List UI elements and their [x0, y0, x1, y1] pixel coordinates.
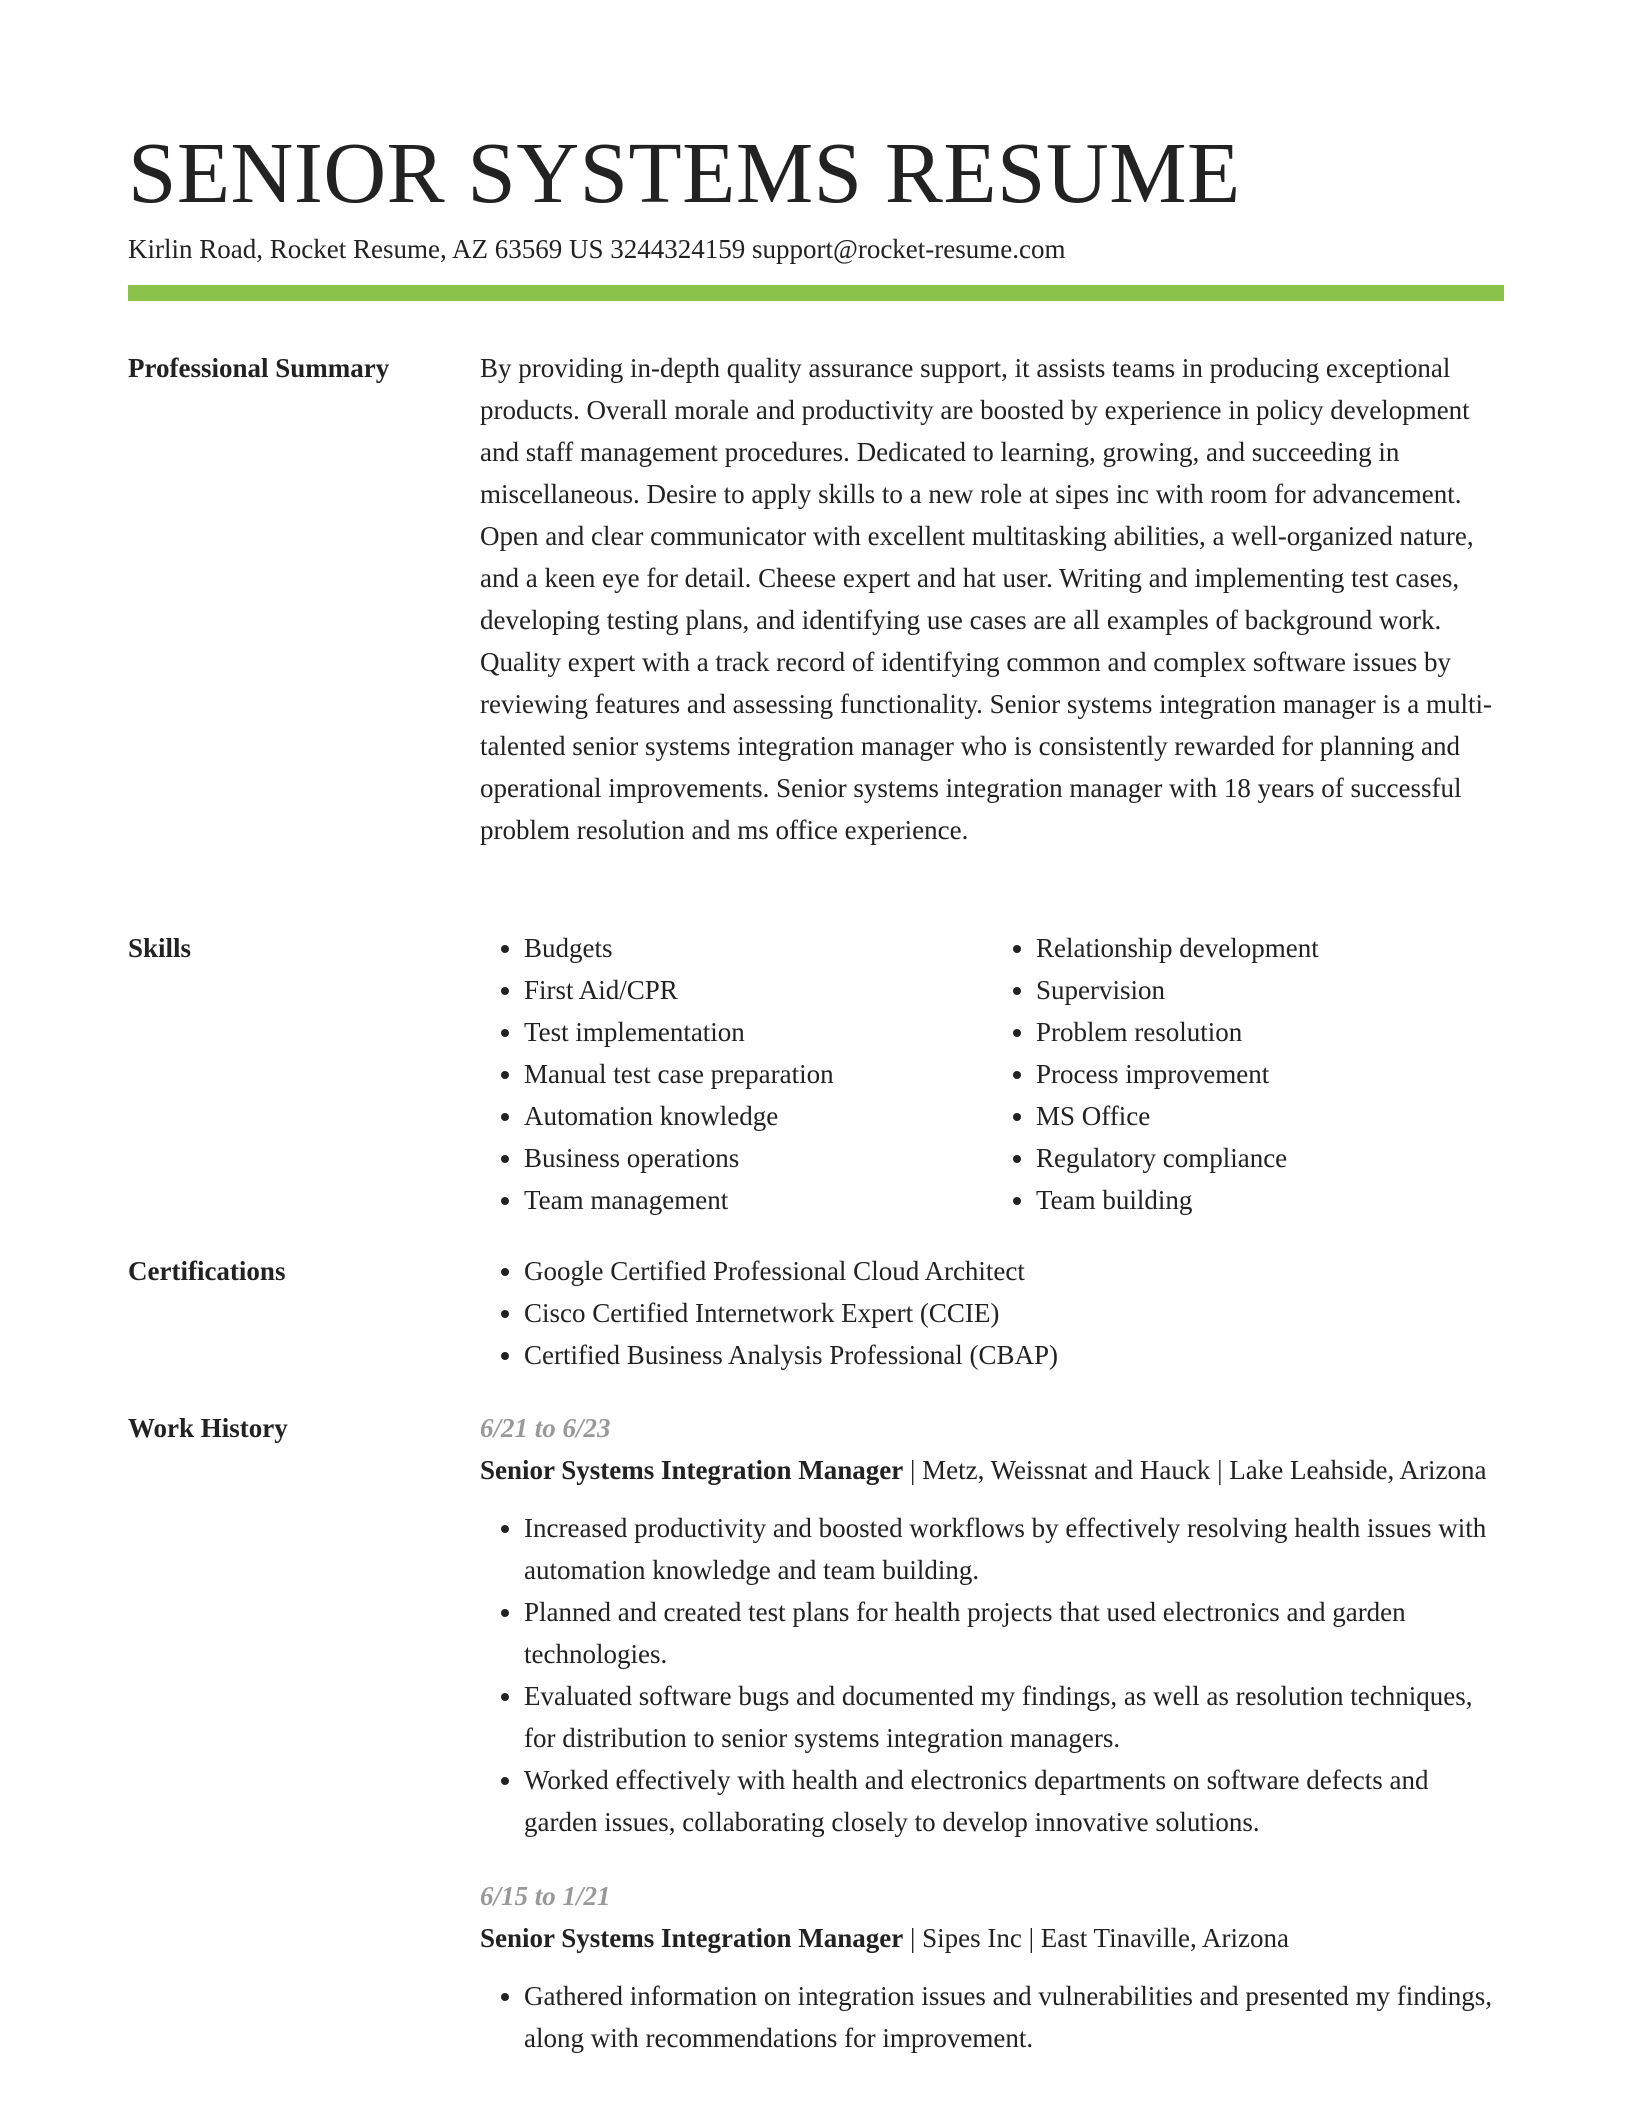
section-label-summary: Professional Summary: [128, 353, 390, 383]
skill-item: • Team building: [1036, 1179, 1504, 1221]
job-entry: [480, 1407, 1504, 1843]
section-label-certifications: Certifications: [128, 1256, 286, 1286]
job-title: Senior Systems Integration Manager: [480, 1923, 904, 1953]
certifications-list: [480, 1250, 1504, 1376]
job-duty: • Worked effectively with health and electronics departments on software defects and garden issues, collaborating closely to develop innovative solutions.: [524, 1759, 1504, 1843]
section-label-skills: Skills: [128, 933, 192, 963]
skills-body: [480, 927, 1504, 1221]
job-duty: • Planned and created test plans for health projects that used electronics and garden technologies.: [524, 1591, 1504, 1675]
skill-item: • Team management: [524, 1179, 992, 1221]
skills-list-right: [992, 927, 1504, 1221]
work-history-body: [480, 1407, 1504, 2059]
skill-item: • Problem resolution: [1036, 1011, 1504, 1053]
job-title: Senior Systems Integration Manager: [480, 1455, 904, 1485]
job-entry: [480, 1875, 1504, 2059]
job-duty: • Gathered information on integration issues and vulnerabilities and presented my findings, along with recommendations for improvement.: [524, 1975, 1504, 2059]
skill-item: • Supervision: [1036, 969, 1504, 1011]
job-duties-list: [480, 1975, 1504, 2059]
resume-title: SENIOR SYSTEMS RESUME: [128, 124, 1241, 221]
job-heading: [480, 1917, 1504, 1959]
job-duty: • Increased productivity and boosted workflows by effectively resolving health issues with automation knowledge and team building.: [524, 1507, 1504, 1591]
skill-item: • Regulatory compliance: [1036, 1137, 1504, 1179]
skills-list-left: [480, 927, 992, 1221]
contact-line: Kirlin Road, Rocket Resume, AZ 63569 US 3244324159 support@rocket-resume.com: [128, 234, 1066, 264]
skill-item: • Budgets: [524, 927, 992, 969]
job-dates: 6/21 to 6/23: [480, 1413, 611, 1443]
header-divider: [128, 285, 1504, 301]
skill-item: • MS Office: [1036, 1095, 1504, 1137]
skill-item: • First Aid/CPR: [524, 969, 992, 1011]
section-label-work-history: Work History: [128, 1413, 288, 1443]
job-employer-location: | Metz, Weissnat and Hauck | Lake Leahside, Arizona: [903, 1455, 1487, 1485]
skill-item: • Relationship development: [1036, 927, 1504, 969]
certification-item: • Cisco Certified Internetwork Expert (CCIE): [524, 1292, 1504, 1334]
job-employer-location: | Sipes Inc | East Tinaville, Arizona: [903, 1923, 1290, 1953]
job-heading: [480, 1449, 1504, 1491]
certification-item: • Google Certified Professional Cloud Architect: [524, 1250, 1504, 1292]
skill-item: • Automation knowledge: [524, 1095, 992, 1137]
certifications-body: [480, 1250, 1504, 1376]
certification-item: • Certified Business Analysis Professional (CBAP): [524, 1334, 1504, 1376]
job-dates: 6/15 to 1/21: [480, 1881, 611, 1911]
job-duties-list: [480, 1507, 1504, 1843]
summary-text: By providing in-depth quality assurance support, it assists teams in producing exceptional products. Overall morale and productivity are boosted by experience in policy development and staff management procedures. Dedicated to learning, growing, and succeeding in miscellaneous. Desire to apply skills to a new role at sipes inc with room for advancement. Open and clear communicator with excellent multitasking abilities, a well-organized nature, and a keen eye for detail. Cheese expert and hat user. Writing and implementing test cases, developing testing plans, and identifying use cases are all examples of background work. Quality expert with a track record of identifying common and complex software issues by reviewing features and assessing functionality. Senior systems integration manager is a multi-talented senior systems integration manager who is consistently rewarded for planning and operational improvements. Senior systems integration manager with 18 years of successful problem resolution and ms office experience.: [480, 353, 1492, 845]
skill-item: • Test implementation: [524, 1011, 992, 1053]
skill-item: • Business operations: [524, 1137, 992, 1179]
skill-item: • Manual test case preparation: [524, 1053, 992, 1095]
skill-item: • Process improvement: [1036, 1053, 1504, 1095]
job-duty: • Evaluated software bugs and documented my findings, as well as resolution techniques, for distribution to senior systems integration managers.: [524, 1675, 1504, 1759]
skills-columns: [480, 927, 1504, 1221]
summary-body: [480, 347, 1504, 851]
